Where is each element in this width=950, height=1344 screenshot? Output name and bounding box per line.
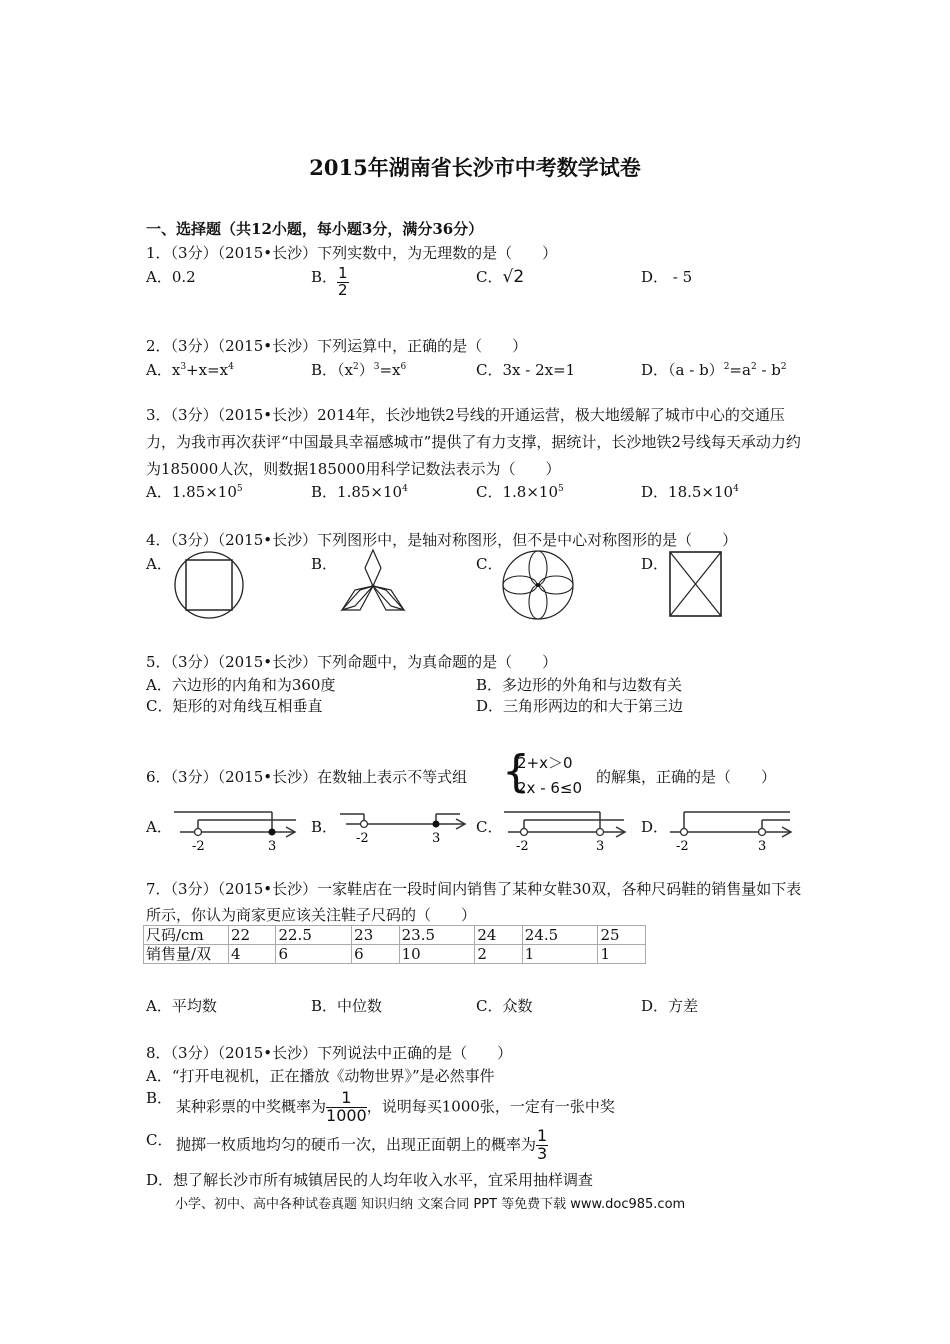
brace-icon: { xyxy=(502,746,530,797)
question-2-stem: 2．（3分）（2015•长沙）下列运算中，正确的是（ ） xyxy=(146,337,528,355)
q7-option-b: B．中位数 xyxy=(311,997,383,1015)
svg-text:3: 3 xyxy=(758,839,767,854)
q3-option-b: B．$1.85\times 10^4$ xyxy=(311,483,408,501)
q8-option-c: 抛掷一枚质地均匀的硬币一次，出现正面朝上的概率为 $\frac{1}{3}$ xyxy=(176,1126,548,1163)
svg-text:-2: -2 xyxy=(356,831,369,846)
q5-option-a: A．六边形的内角和为360度 xyxy=(146,676,336,694)
q8-option-c-label: C． xyxy=(146,1131,173,1149)
q2-option-c: C．3x - 2x=1 xyxy=(476,361,576,379)
table-row: 尺码/cm 22 22.5 23 23.5 24 24.5 25 xyxy=(144,926,646,945)
q6-option-a: A． xyxy=(146,818,172,836)
inequality-2: 2x - 6≤0 xyxy=(517,779,583,797)
q6-option-d: D． xyxy=(641,818,669,836)
question-1-stem: 1．（3分）（2015•长沙）下列实数中，为无理数的是（ ） xyxy=(146,244,558,262)
question-8-stem: 8．（3分）（2015•长沙）下列说法中正确的是（ ） xyxy=(146,1044,513,1062)
svg-text:3: 3 xyxy=(432,831,441,846)
circle-with-square-figure xyxy=(172,550,248,620)
svg-text:-2: -2 xyxy=(516,839,529,854)
q4-option-d: D． xyxy=(641,555,669,573)
q8-option-a: A．“打开电视机，正在播放《动物世界》”是必然事件 xyxy=(146,1067,495,1085)
q1-option-b: B． $\frac{1}{2}$ xyxy=(311,264,348,299)
question-7-stem: 7．（3分）（2015•长沙）一家鞋店在一段时间内销售了某种女鞋30双，各种尺码鞋的销售量如下表所示，你认为商家更应该关注鞋子尺码的（ ） xyxy=(146,880,802,924)
number-line-b xyxy=(336,806,470,854)
q3-option-c: C．$1.8\times 10^5$ xyxy=(476,483,564,501)
svg-text:-2: -2 xyxy=(676,839,689,854)
rectangle-with-diagonals-figure xyxy=(668,550,724,620)
q1-option-a: A．0.2 xyxy=(146,268,196,286)
svg-text:3: 3 xyxy=(596,839,605,854)
section-heading: 一、选择题（共12小题，每小题3分，满分36分） xyxy=(146,220,484,238)
q2-option-d: D．$(a - b)^2=a^2 - b^2$ xyxy=(641,361,787,379)
q5-option-d: D．三角形两边的和大于第三边 xyxy=(476,697,684,715)
q5-option-c: C．矩形的对角线互相垂直 xyxy=(146,697,323,715)
q4-option-c: C． xyxy=(476,555,503,573)
q8-option-d: D．想了解长沙市所有城镇居民的人均年收入水平，宜采用抽样调查 xyxy=(146,1171,594,1189)
q3-option-d: D．$18.5\times 10^4$ xyxy=(641,483,739,501)
q7-option-d: D．方差 xyxy=(641,997,699,1015)
sqrt-2: √2 xyxy=(502,267,525,287)
number-line-c xyxy=(500,806,630,854)
question-6-stem-pre: 6．（3分）（2015•长沙）在数轴上表示不等式组 xyxy=(146,768,468,786)
q5-option-b: B．多边形的外角和与边数有关 xyxy=(476,676,683,694)
q3-option-a: A．$1.85\times 10^5$ xyxy=(146,483,243,501)
q1-option-c: C．√2 xyxy=(476,267,525,287)
q1-option-d: D． - 5 xyxy=(641,268,693,286)
q7-option-a: A．平均数 xyxy=(146,997,217,1015)
q4-option-a: A． xyxy=(146,555,172,573)
question-3-stem: 3．（3分）（2015•长沙）2014年，长沙地铁2号线的开通运营，极大地缓解了城市中心的交通压力，为我市再次获评“中国最具幸福感城市”提供了有力支撑，据统计，长沙地铁2号线每天承动力约为185000人次，则数据185000用科学记数法表示为（ ） xyxy=(146,406,801,478)
question-4-stem: 4．（3分）（2015•长沙）下列图形中，是轴对称图形，但不是中心对称图形的是（ ） xyxy=(146,531,738,549)
svg-text:3: 3 xyxy=(268,839,277,854)
question-6-stem-post: 的解集，正确的是（ ） xyxy=(596,768,777,786)
number-line-d xyxy=(666,806,796,854)
table-row: 销售量/双 4 6 6 10 2 1 1 xyxy=(144,945,646,964)
q6-option-c: C． xyxy=(476,818,503,836)
q6-option-b: B． xyxy=(311,818,338,836)
page-title: 2015年湖南省长沙市中考数学试卷 xyxy=(309,155,641,180)
svg-text:-2: -2 xyxy=(192,839,205,854)
q2-option-a: A．$x^3+x=x^4$ xyxy=(146,361,234,379)
q2-option-b: B．$(x^2)^3=x^6$ xyxy=(311,361,407,379)
number-line-a xyxy=(170,806,300,854)
q7-option-c: C．众数 xyxy=(476,997,533,1015)
question-5-stem: 5．（3分）（2015•长沙）下列命题中，为真命题的是（ ） xyxy=(146,653,558,671)
q8-option-b: 某种彩票的中奖概率为 $\frac{1}{1000}$ ，说明每买1000张，一定有一张中奖 xyxy=(176,1088,615,1125)
q4-option-b: B． xyxy=(311,555,338,573)
shoe-size-table xyxy=(143,925,646,964)
inequality-1: 2+x＞0 xyxy=(517,754,573,772)
three-rhombus-figure xyxy=(340,548,406,614)
footer-watermark: 小学、初中、高中各种试卷真题 知识归纳 文案合同 PPT 等免费下载 www.doc985.com xyxy=(175,1197,686,1212)
q8-option-b-label: B． xyxy=(146,1089,173,1107)
four-petal-flower-figure xyxy=(500,550,576,620)
